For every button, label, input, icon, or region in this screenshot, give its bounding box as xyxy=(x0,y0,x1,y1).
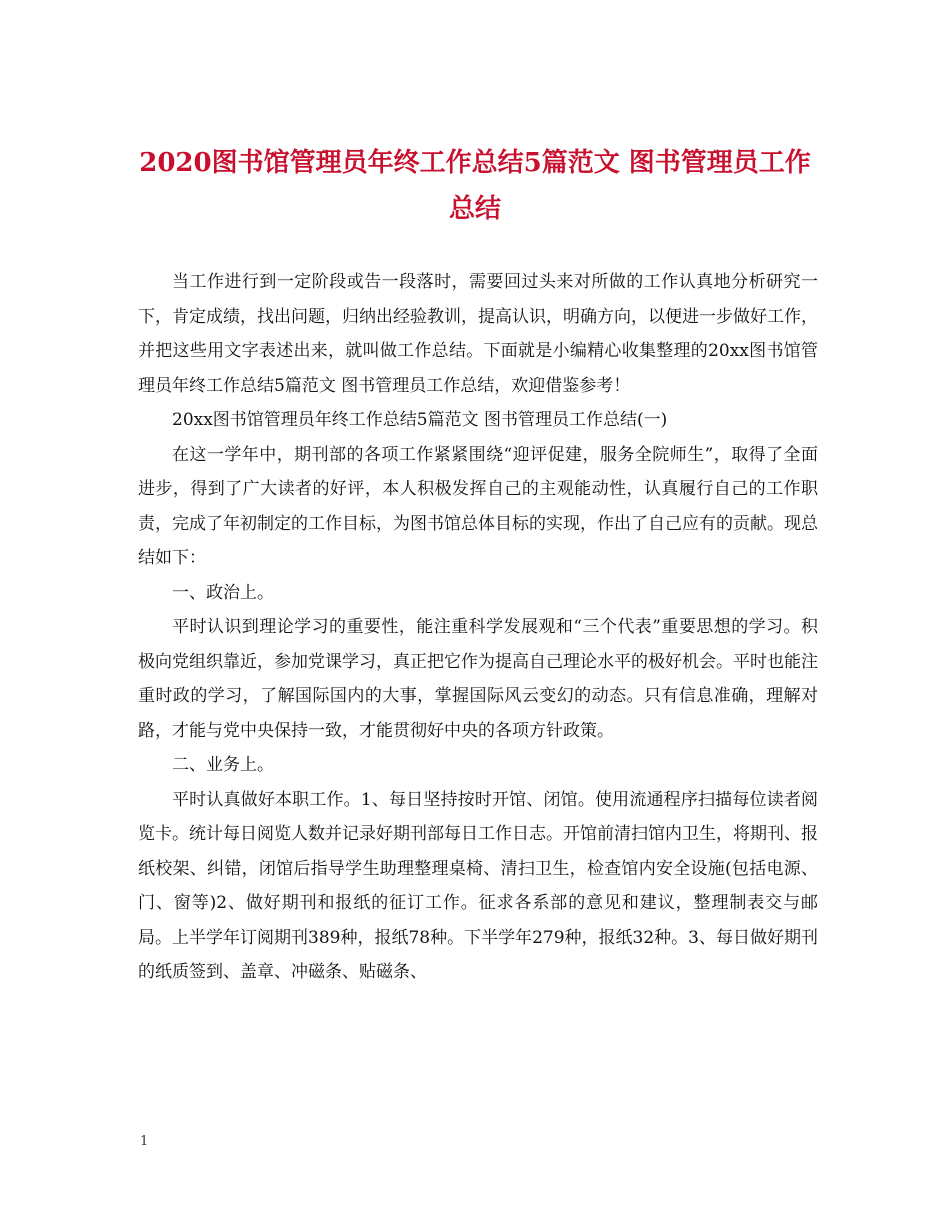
section-heading-business: 二、业务上。 xyxy=(172,755,274,775)
section-heading-politics: 一、政治上。 xyxy=(172,582,274,603)
document-body xyxy=(138,265,818,990)
paragraph-intro: 当工作进行到一定阶段或告一段落时，需要回过头来对所做的工作认真地分析研究一下，肯定成绩，找出问题，归纳出经验教训，提高认识，明确方向，以便进一步做好工作，并把这些用文字表述出来，就叫做工作总结。下面就是小编精心收集整理的20xx图书馆管理员年终工作总结5篇范文 图书管理员工作总结，欢迎借鉴参考！ xyxy=(138,272,818,396)
paragraph-politics: 平时认识到理论学习的重要性，能注重科学发展观和“三个代表”重要思想的学习。积极向党组织靠近，参加党课学习，真正把它作为提高自己理论水平的极好机会。平时也能注重时政的学习，了解国际国内的大事，掌握国际风云变幻的动态。只有信息准确，理解对路，才能与党中央保持一致，才能贯彻好中央的各项方针政策。 xyxy=(138,617,818,741)
paragraph-subtitle: 20xx图书馆管理员年终工作总结5篇范文 图书管理员工作总结(一) xyxy=(172,410,668,430)
page-number: 1 xyxy=(140,1134,149,1149)
document-title: 2020图书馆管理员年终工作总结5篇范文 图书管理员工作总结 xyxy=(139,148,811,224)
paragraph-business: 平时认真做好本职工作。1、每日坚持按时开馆、闭馆。使用流通程序扫描每位读者阅览卡。统计每日阅览人数并记录好期刊部每日工作日志。开馆前清扫馆内卫生，将期刊、报纸校架、纠错，闭馆后指导学生助理整理桌椅、清扫卫生，检查馆内安全设施(包括电源、门、窗等)2、做好期刊和报纸的征订工作。征求各系部的意见和建议，整理制表交与邮局。上半学年订阅期刊389种，报纸78种。下半学年279种，报纸32种。3、每日做好期刊的纸质签到、盖章、冲磁条、贴磁条、 xyxy=(138,789,818,982)
paragraph-overview: 在这一学年中，期刊部的各项工作紧紧围绕“迎评促建，服务全院师生”，取得了全面进步，得到了广大读者的好评，本人积极发挥自己的主观能动性，认真履行自己的工作职责，完成了年初制定的工作目标，为图书馆总体目标的实现，作出了自己应有的贡献。现总结如下： xyxy=(138,444,818,568)
